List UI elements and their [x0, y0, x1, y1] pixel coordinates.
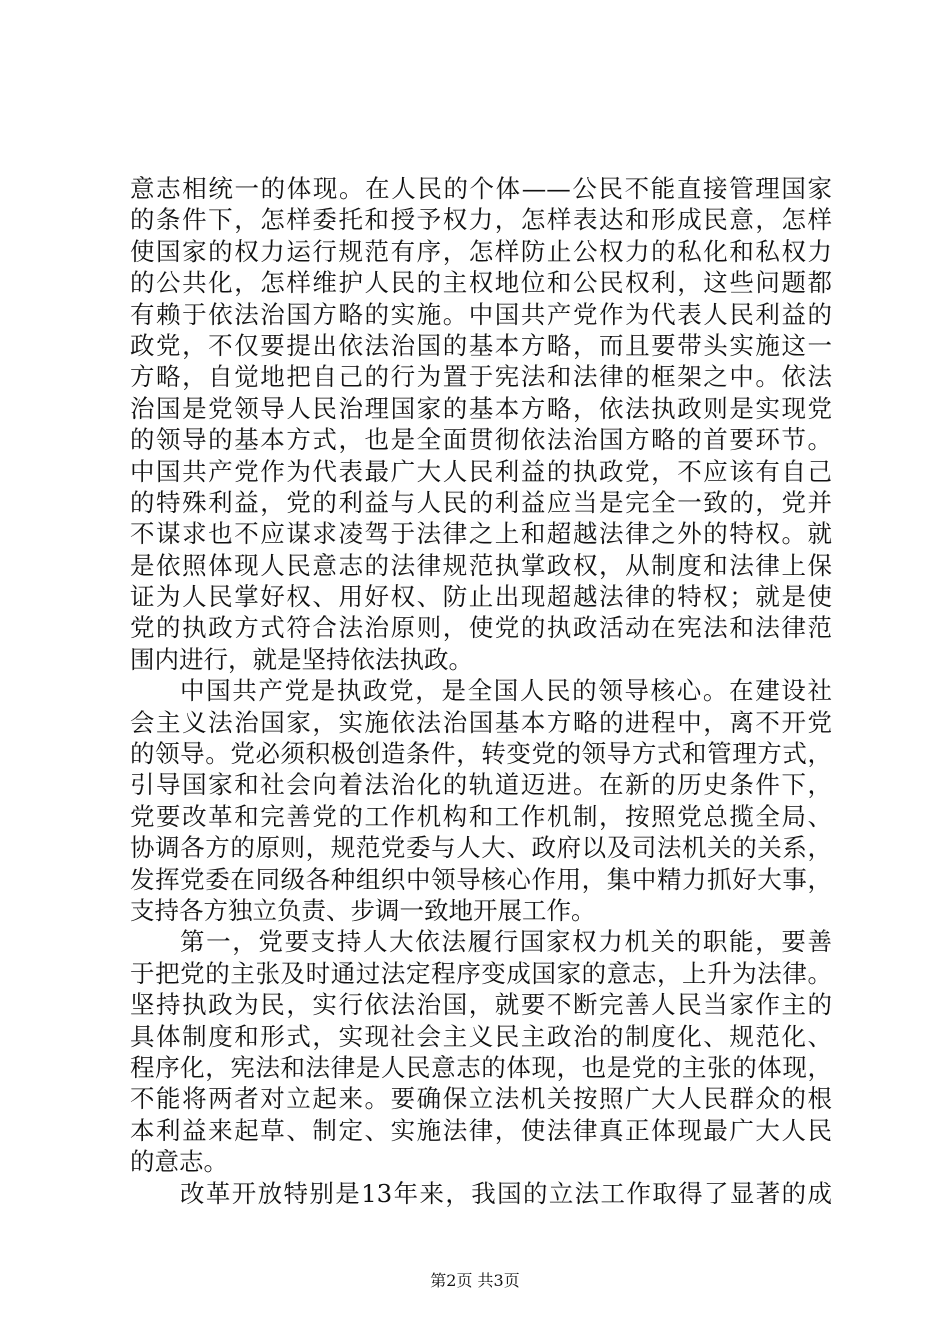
- text-line: 不谋求也不应谋求凌驾于法律之上和超越法律之外的特权。就: [130, 519, 832, 549]
- text-line: 支持各方独立负责、步调一致地开展工作。: [130, 895, 596, 925]
- text-line: 不能将两者对立起来。要确保立法机关按照广大人民群众的根: [130, 1084, 832, 1114]
- text-line: 政党，不仅要提出依法治国的基本方略，而且要带头实施这一: [130, 330, 832, 360]
- text-line: 坚持执政为民，实行依法治国，就要不断完善人民当家作主的: [130, 990, 832, 1020]
- text-line: 于把党的主张及时通过法定程序变成国家的意志，上升为法律。: [130, 958, 832, 988]
- text-line: 的公共化，怎样维护人民的主权地位和公民权利，这些问题都: [130, 268, 832, 298]
- text-line: 有赖于依法治国方略的实施。中国共产党作为代表人民利益的: [130, 299, 832, 329]
- paragraph-first-line: 第一，党要支持人大依法履行国家权力机关的职能，要善: [180, 927, 832, 957]
- text-line: 中国共产党作为代表最广大人民利益的执政党，不应该有自己: [130, 456, 832, 486]
- text-line: 意志相统一的体现。在人民的个体——公民不能直接管理国家: [130, 174, 832, 203]
- text-line: 的意志。: [130, 1147, 228, 1177]
- text-line: 发挥党委在同级各种组织中领导核心作用，集中精力抓好大事，: [130, 864, 832, 894]
- text-line: 的领导的基本方式，也是全面贯彻依法治国方略的首要环节。: [130, 425, 832, 455]
- text-line: 的特殊利益，党的利益与人民的利益应当是完全一致的，党并: [130, 487, 832, 517]
- text-line: 引导国家和社会向着法治化的轨道迈进。在新的历史条件下，: [130, 770, 832, 800]
- text-line: 治国是党领导人民治理国家的基本方略，依法执政则是实现党: [130, 393, 832, 423]
- text-line: 围内进行，就是坚持依法执政。: [130, 644, 473, 674]
- text-line: 会主义法治国家，实施依法治国基本方略的进程中，离不开党: [130, 707, 832, 737]
- paragraph-first-line: 中国共产党是执政党，是全国人民的领导核心。在建设社: [180, 676, 832, 706]
- text-line: 方略，自觉地把自己的行为置于宪法和法律的框架之中。依法: [130, 362, 832, 392]
- text-line: 证为人民掌好权、用好权、防止出现超越法律的特权；就是使: [130, 582, 832, 612]
- text-line: 的领导。党必须积极创造条件，转变党的领导方式和管理方式，: [130, 739, 832, 769]
- text-line: 具体制度和形式，实现社会主义民主政治的制度化、规范化、: [130, 1021, 832, 1051]
- text-line: 是依照体现人民意志的法律规范执掌政权，从制度和法律上保: [130, 550, 832, 580]
- text-line: 党要改革和完善党的工作机构和工作机制，按照党总揽全局、: [130, 801, 832, 831]
- text-line: 程序化，宪法和法律是人民意志的体现，也是党的主张的体现，: [130, 1052, 832, 1082]
- paragraph-first-line: 改革开放特别是13年来，我国的立法工作取得了显著的成: [180, 1178, 832, 1208]
- text-line: 的条件下，怎样委托和授予权力，怎样表达和形成民意，怎样: [130, 205, 832, 235]
- text-line: 使国家的权力运行规范有序，怎样防止公权力的私化和私权力: [130, 236, 832, 266]
- page-number-footer: 第2页 共3页: [430, 1271, 520, 1290]
- document-body: [130, 173, 832, 1209]
- text-line: 协调各方的原则，规范党委与人大、政府以及司法机关的关系，: [130, 833, 832, 863]
- text-line: 党的执政方式符合法治原则，使党的执政活动在宪法和法律范: [130, 613, 832, 643]
- text-line: 本利益来起草、制定、实施法律，使法律真正体现最广大人民: [130, 1115, 832, 1145]
